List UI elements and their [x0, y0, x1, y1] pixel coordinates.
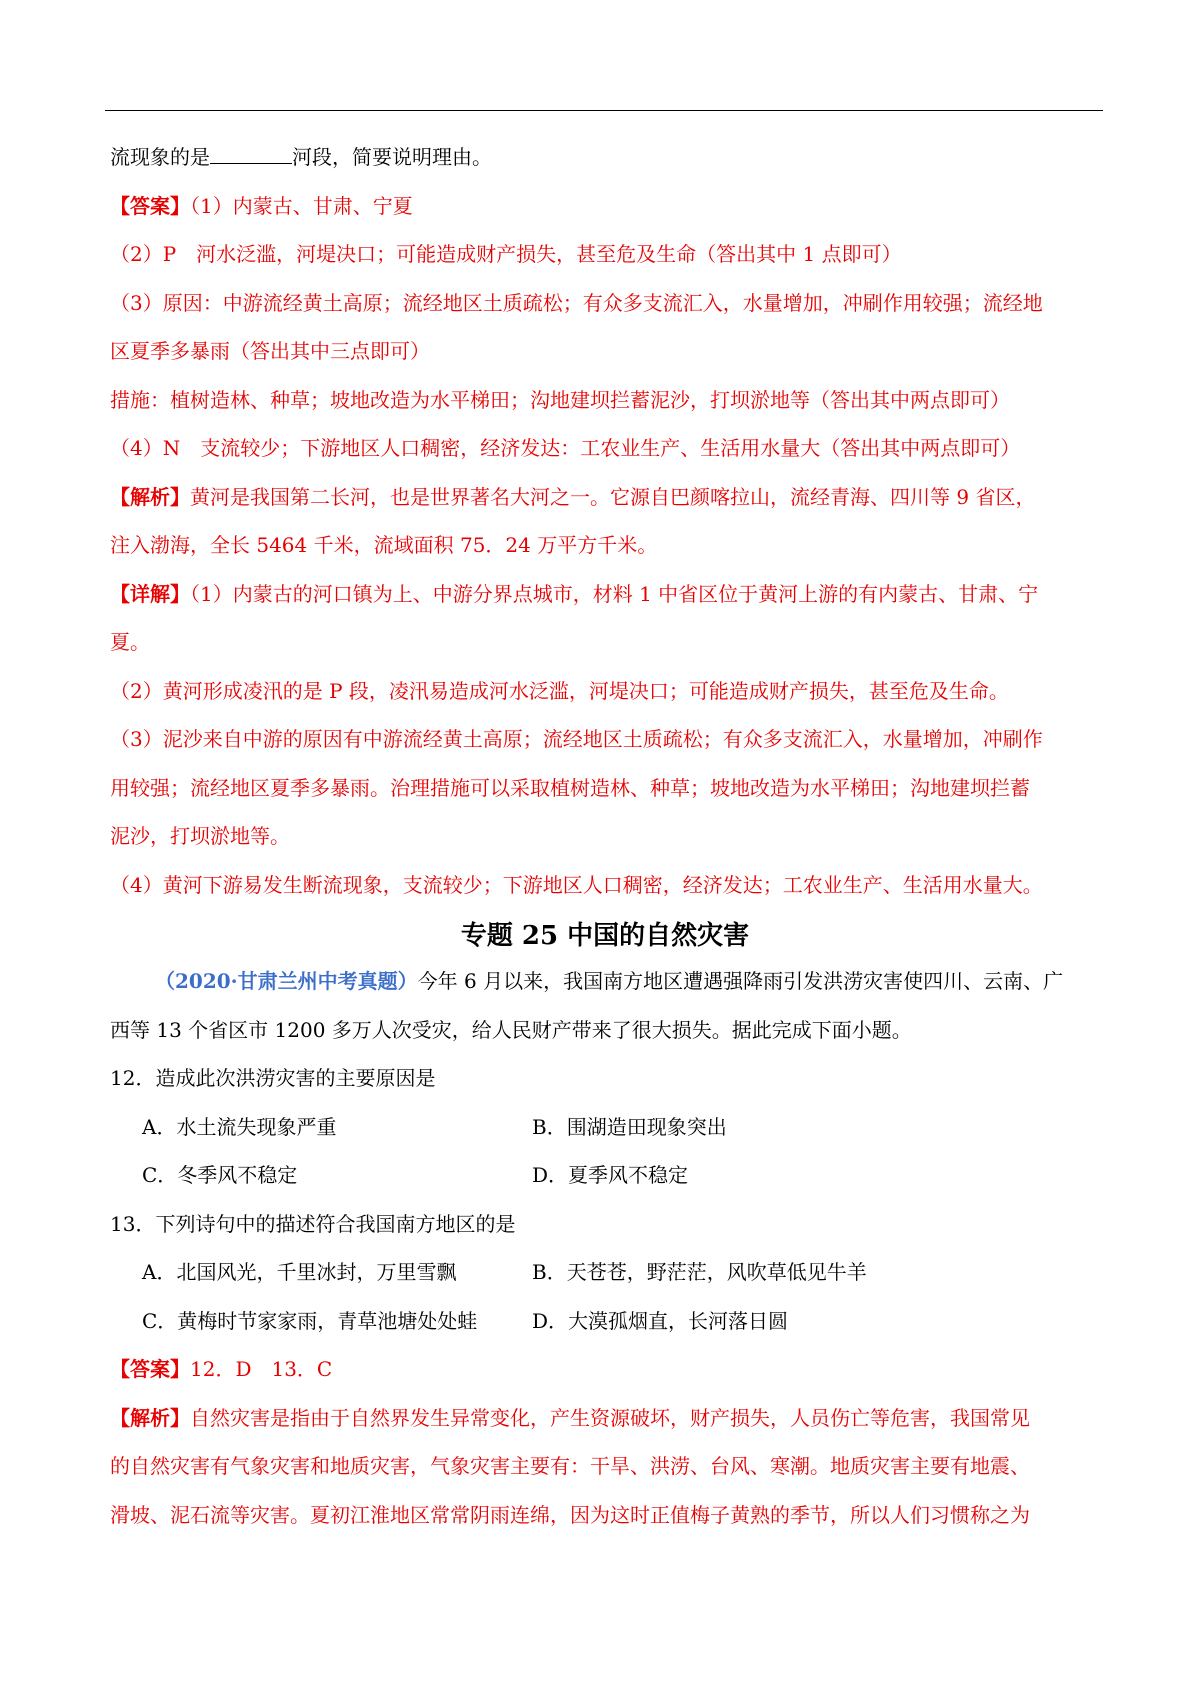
question-source: （2020·甘肃兰州中考真题） — [155, 969, 418, 993]
q13-stem: 13．下列诗句中的描述符合我国南方地区的是 — [110, 1211, 516, 1236]
section-title: 专题 25 中国的自然灾害 — [460, 921, 750, 951]
answer2-label: 【答案】 — [110, 1357, 190, 1381]
answer-line-1: 【答案】（1）内蒙古、甘肃、宁夏 — [110, 193, 413, 218]
detail-line-2: （2）黄河形成凌汛的是 P 段，凌汛易造成河水泛滥，河堤决口；可能造成财产损失，甚至危及生命。 — [110, 678, 1009, 703]
q13-options-row-2 — [110, 1309, 1100, 1358]
detail-line-3a: （3）泥沙来自中游的原因有中游流经黄土高原；流经地区土质疏松；有众多支流汇入，水量增加，冲刷作 — [110, 727, 1043, 751]
answer-blank — [210, 145, 292, 164]
q12-option-a: A．水土流失现象严重 — [142, 1114, 337, 1139]
answer-line-3-measures: 措施：植树造林、种草；坡地改造为水平梯田；沟地建坝拦蓄泥沙，打坝淤地等（答出其中两点即可） — [110, 387, 1010, 412]
answer-line-4: （4）N 支流较少；下游地区人口稠密，经济发达：工农业生产、生活用水量大（答出其中两点即可） — [110, 436, 1021, 460]
analysis2-line-2: 的自然灾害有气象灾害和地质灾害，气象灾害主要有：干旱、洪涝、台风、寒潮。地质灾害主要有地震、 — [110, 1454, 1030, 1478]
analysis-line-1: 【解析】黄河是我国第二长河，也是世界著名大河之一。它源自巴颜喀拉山，流经青海、四川等 9 省区， — [110, 484, 1036, 509]
detail-line-4: （4）黄河下游易发生断流现象，支流较少；下游地区人口稠密，经济发达；工农业生产、生活用水量大。 — [110, 872, 1043, 897]
q12-options-row-1 — [110, 1115, 1100, 1164]
document-body — [110, 145, 1100, 1551]
q12-option-d: D．夏季风不稳定 — [532, 1163, 689, 1187]
answer-line-2: （2）P 河水泛滥，河堤决口；可能造成财产损失，甚至危及生命（答出其中 1 点即可） — [110, 242, 902, 266]
q12-stem: 12．造成此次洪涝灾害的主要原因是 — [110, 1066, 436, 1090]
q12-option-b: B．围湖造田现象突出 — [532, 1114, 727, 1139]
answer-line-3b: 区夏季多暴雨（答出其中三点即可） — [110, 339, 430, 363]
intro-line-1: （2020·甘肃兰州中考真题）今年 6 月以来，我国南方地区遭遇强降雨引发洪涝灾害使四川、云南、广 — [155, 969, 1064, 993]
q13-option-b: B．天苍苍，野茫茫，风吹草低见牛羊 — [532, 1260, 867, 1284]
q12-options-row-2 — [110, 1163, 1100, 1212]
detail-line-3c: 泥沙，打坝淤地等。 — [110, 824, 290, 848]
detail-line-3b: 用较强；流经地区夏季多暴雨。治理措施可以采取植树造林、种草；坡地改造为水平梯田；沟地建坝拦蓄 — [110, 775, 1030, 800]
answer2-line: 【答案】12．D 13．C — [110, 1357, 333, 1381]
detail-line-1a: 【详解】（1）内蒙古的河口镇为上、中游分界点城市，材料 1 中省区位于黄河上游的有内蒙古、甘肃、宁 — [110, 581, 1039, 606]
intro-line-2: 西等 13 个省区市 1200 多万人次受灾，给人民财产带来了很大损失。据此完成下面小题。 — [110, 1017, 912, 1042]
header-rule — [105, 110, 1103, 111]
analysis-line-2: 注入渤海，全长 5464 千米，流域面积 75．24 万平方千米。 — [110, 533, 658, 557]
analysis2-line-3: 滑坡、泥石流等灾害。夏初江淮地区常常阴雨连绵，因为这时正值梅子黄熟的季节，所以人们习惯称之为 — [110, 1502, 1030, 1527]
analysis2-line-1: 【解析】自然灾害是指由于自然界发生异常变化，产生资源破坏，财产损失，人员伤亡等危害，我国常见 — [110, 1405, 1030, 1430]
q12-option-c: C．冬季风不稳定 — [142, 1163, 298, 1187]
answer-label: 【答案】 — [110, 193, 190, 218]
q13-option-c: C．黄梅时节家家雨，青草池塘处处蛙 — [142, 1308, 478, 1333]
answer-line-3a: （3）原因：中游流经黄土高原；流经地区土质疏松；有众多支流汇入，水量增加，冲刷作用较强；流经地 — [110, 290, 1043, 315]
q13-option-d: D．大漠孤烟直，长河落日圆 — [532, 1308, 789, 1333]
detail-label: 【详解】 — [110, 581, 190, 606]
q13-options-row-1 — [110, 1260, 1100, 1309]
q13-option-a: A．北国风光，千里冰封，万里雪飘 — [142, 1260, 457, 1284]
detail-line-1b: 夏。 — [110, 630, 150, 654]
prev-question-tail: 流现象的是 河段，简要说明理由。 — [110, 145, 492, 169]
analysis-label: 【解析】 — [110, 484, 190, 509]
analysis2-label: 【解析】 — [110, 1405, 190, 1430]
